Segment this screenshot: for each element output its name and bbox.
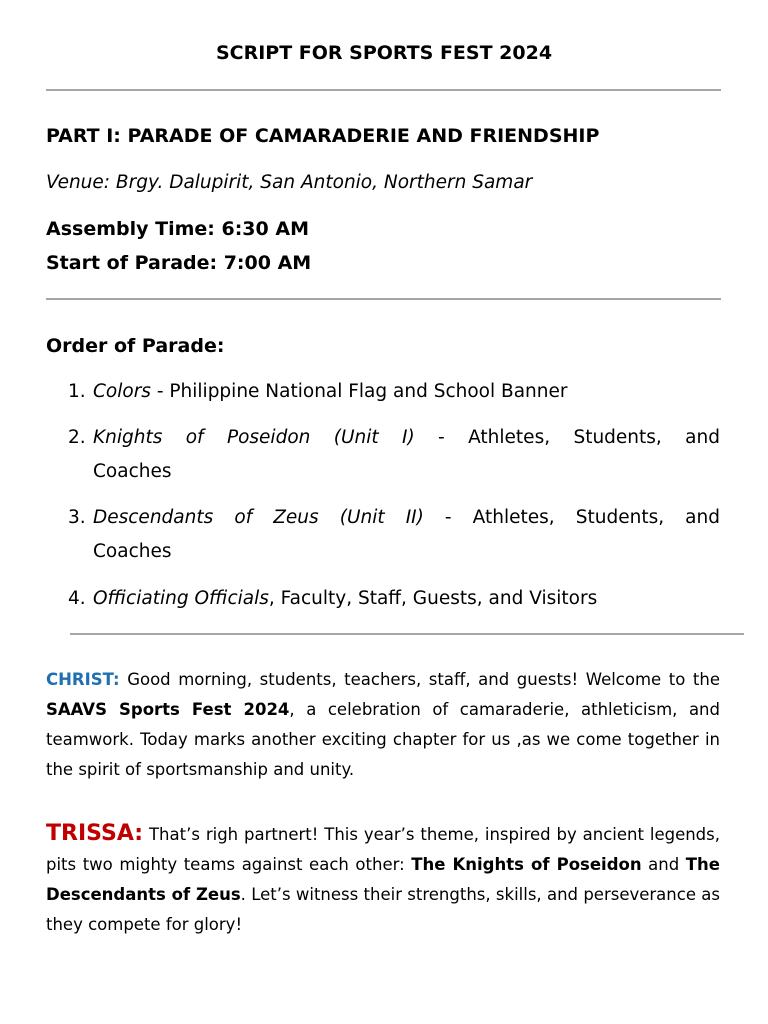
trissa-paragraph (46, 819, 720, 940)
paragraph-text: . Let’s witness their strengths, skills, and perseverance as they compete for glory! (46, 885, 720, 934)
speaker-label-christ: CHRIST: (46, 670, 120, 689)
list-item-text: - Athletes, Students, and (414, 427, 720, 448)
paragraph-text: and (641, 855, 686, 874)
list-item-text: - Philippine National Flag and School Banner (150, 381, 568, 402)
list-item-emphasis: Knights of Poseidon (Unit I) (93, 427, 415, 448)
list-item-emphasis: Colors (93, 381, 151, 402)
team-name: The Knights of Poseidon (411, 855, 642, 874)
list-item (93, 582, 720, 616)
divider (46, 89, 721, 91)
list-item (93, 375, 720, 409)
list-number: 3. (68, 507, 86, 528)
team-name: The Descendants of Zeus (46, 855, 720, 904)
paragraph-text: Good morning, students, teachers, staff, and guests! Welcome to the (119, 670, 720, 689)
divider (70, 633, 744, 635)
list-item-emphasis: Descendants of Zeus (Unit II) (93, 507, 424, 528)
divider (46, 298, 721, 300)
document-title: SCRIPT FOR SPORTS FEST 2024 (215, 42, 553, 64)
list-number: 1. (68, 381, 86, 402)
list-item (93, 501, 720, 569)
venue-line: Venue: Brgy. Dalupirit, San Antonio, Northern Samar (46, 172, 533, 193)
list-item-emphasis: Officiating Officials (93, 588, 269, 609)
event-name: SAAVS Sports Fest 2024 (46, 700, 290, 719)
list-number: 4. (68, 588, 86, 609)
paragraph-text: That’s righ partnert! This year’s theme, inspired by ancient legends, pits two mighty teams against each other: (46, 825, 720, 874)
assembly-time: Assembly Time: 6:30 AM (46, 218, 309, 240)
list-item-text: - Athletes, Students, and (423, 507, 720, 528)
christ-paragraph (46, 665, 720, 785)
list-item-text: , Faculty, Staff, Guests, and Visitors (268, 588, 598, 609)
list-item-text: Coaches (93, 541, 172, 562)
paragraph-text: , a celebration of camaraderie, athleticism, and teamwork. Today marks another exciting chapter for us ,as we come together in the spirit of sportsmanship and unity. (46, 700, 720, 779)
list-item (93, 421, 720, 489)
start-of-parade: Start of Parade: 7:00 AM (46, 252, 312, 274)
list-number: 2. (68, 427, 86, 448)
list-item-text: Coaches (93, 461, 172, 482)
order-heading: Order of Parade: (46, 335, 225, 357)
speaker-label-trissa: TRISSA: (46, 821, 144, 846)
part-heading: PART I: PARADE OF CAMARADERIE AND FRIENDSHIP (46, 125, 600, 147)
